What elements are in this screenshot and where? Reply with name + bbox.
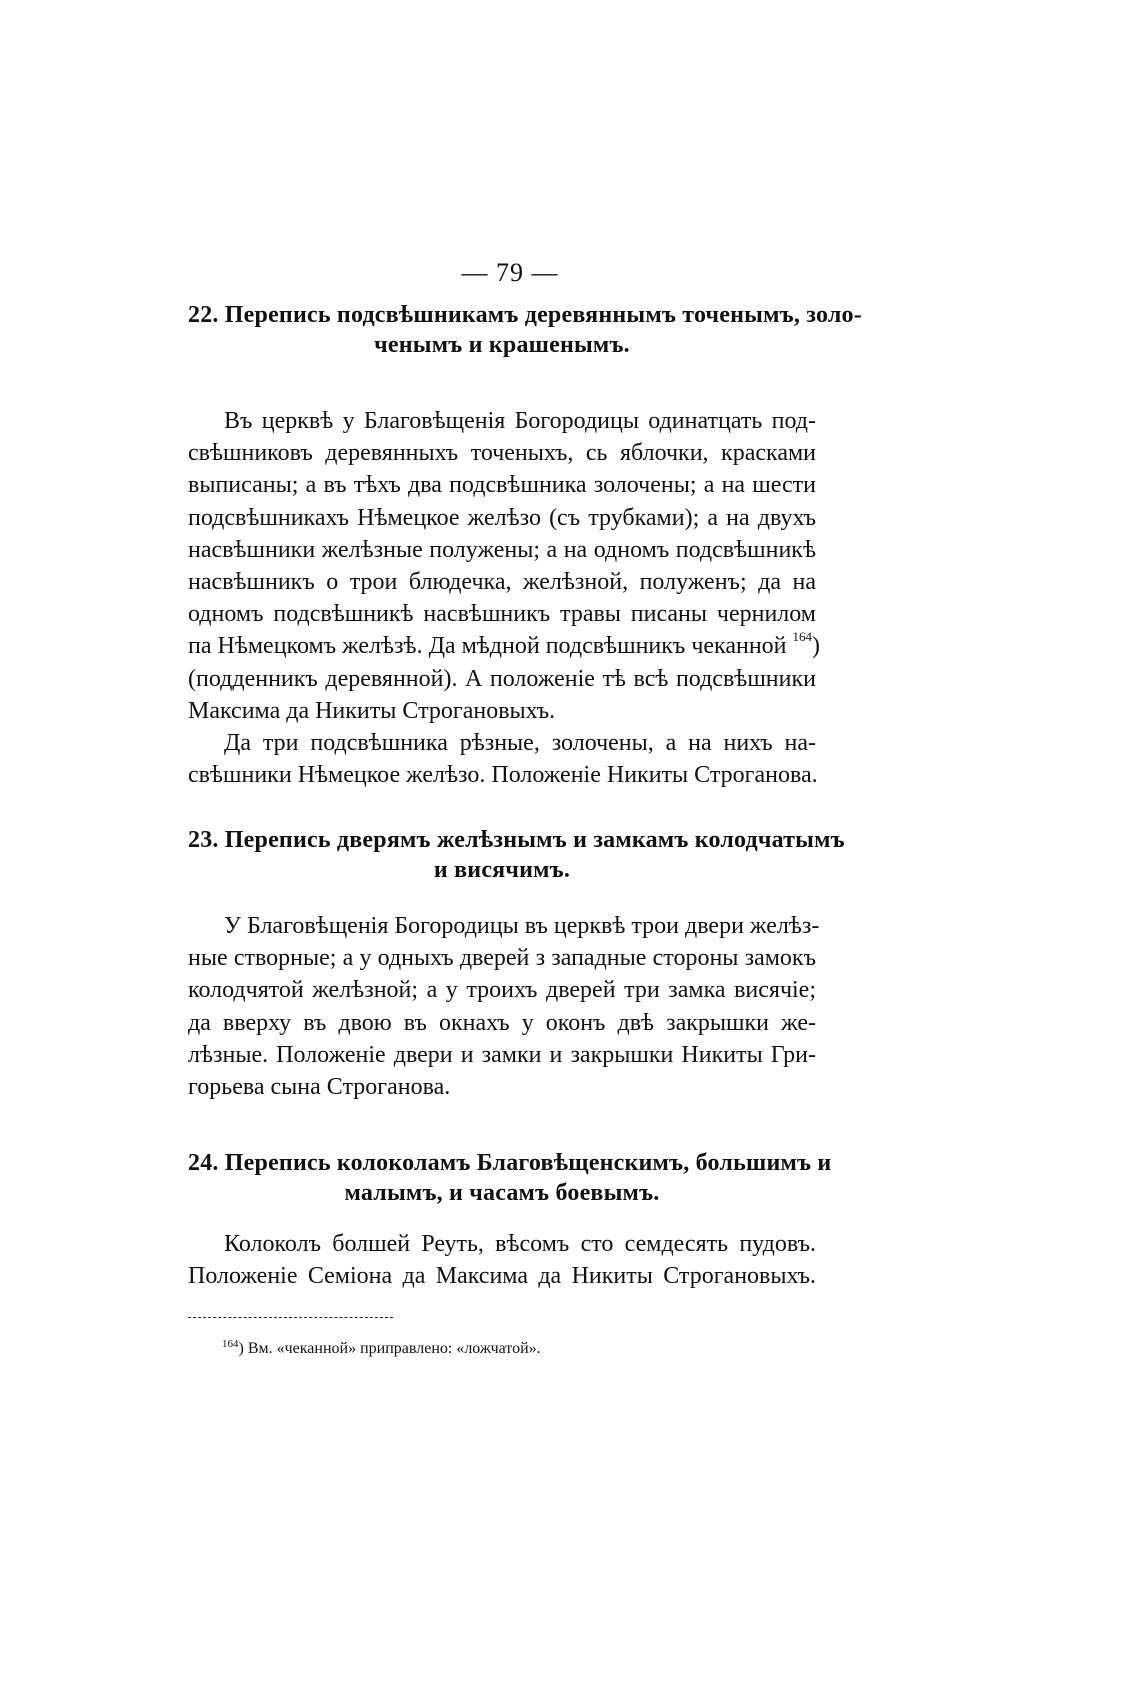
text-line: насвѣшникъ о трои блюдечка, желѣзной, полуженъ; да на <box>188 569 816 596</box>
text-line: одномъ подсвѣшникѣ насвѣшникъ травы писаны чернилом <box>188 601 816 628</box>
footnote-text: ) Вм. «чеканной» приправлено: «ложчатой». <box>238 1340 541 1357</box>
text-line: горьева сына Строганова. <box>188 1074 451 1101</box>
text-line: У Благовѣщенія Богородицы въ церквѣ трои двери желѣз- <box>224 913 820 939</box>
footnote-reference: 164 <box>792 629 813 645</box>
section-23-body <box>188 910 820 1103</box>
text-line: лѣзные. Положеніе двери и замки и закрышки Никиты Гри- <box>188 1041 816 1068</box>
section-24-heading <box>188 1148 832 1208</box>
text-line: (подденникъ деревянной). А положеніе тѣ всѣ подсвѣшники <box>188 665 816 692</box>
text-line-with-footnote <box>188 629 821 662</box>
text-line: Положеніе Семіона да Максима да Никиты Строгановыхъ. <box>188 1263 816 1290</box>
text-line: да вверху въ двою въ окнахъ у оконъ двѣ закрышки же- <box>188 1009 816 1036</box>
section-heading-line: и висячимъ. <box>433 857 571 883</box>
text-line: выписаны; а въ тѣхъ два подсвѣшника золочены; а на шести <box>188 472 816 499</box>
text-line: па Нѣмецкомъ желѣзѣ. Да мѣдной подсвѣшникъ чеканной <box>188 633 787 660</box>
text-line: ные створные; а у одныхъ дверей з западные стороны замокъ <box>188 945 816 972</box>
text-line: свѣшниковъ деревянныхъ точеныхъ, сь яблочки, красками <box>188 440 816 467</box>
section-heading-line: 22. Перепись подсвѣшникамъ деревяннымъ точенымъ, золо- <box>188 302 862 328</box>
section-22-heading <box>188 300 862 360</box>
text-line: подсвѣшникахъ Нѣмецкое желѣзо (съ трубками); а на двухъ <box>188 504 816 531</box>
page-number: — 79 — <box>461 258 559 287</box>
footnote-mark: 164 <box>222 1338 239 1350</box>
section-heading-line: ченымъ и крашенымъ. <box>374 332 630 358</box>
section-heading-line: малымъ, и часамъ боевымъ. <box>344 1180 660 1206</box>
text-line: колодчятой желѣзной; а у троихъ дверей три замка висячіе; <box>188 977 816 1004</box>
text-line: насвѣшники желѣзные полужены; а на одномъ подсвѣшникѣ <box>188 536 816 563</box>
section-heading-line: 23. Перепись дверямъ желѣзнымъ и замкамъ колодчатымъ <box>188 827 845 853</box>
section-22-body <box>188 405 821 791</box>
footnote-separator <box>188 1317 393 1318</box>
section-24-body <box>188 1228 816 1292</box>
text-line: Въ церквѣ у Благовѣщенія Богородицы одинатцать под- <box>224 408 816 434</box>
footnote <box>222 1338 541 1358</box>
text-line: Максима да Никиты Строгановыхъ. <box>188 697 556 724</box>
text-line: Да три подсвѣшника рѣзные, золочены, а на нихъ на- <box>224 730 816 757</box>
section-heading-line: 24. Перепись колоколамъ Благовѣщенскимъ, большимъ и <box>188 1150 832 1176</box>
text-line: Колоколъ болшей Реуть, вѣсомъ сто семдесять пудовъ. <box>224 1231 816 1257</box>
footnote-reference-paren: ) <box>812 633 821 660</box>
section-23-heading <box>188 825 845 885</box>
text-line: свѣшники Нѣмецкое желѣзо. Положеніе Никиты Строганова. <box>188 762 818 789</box>
